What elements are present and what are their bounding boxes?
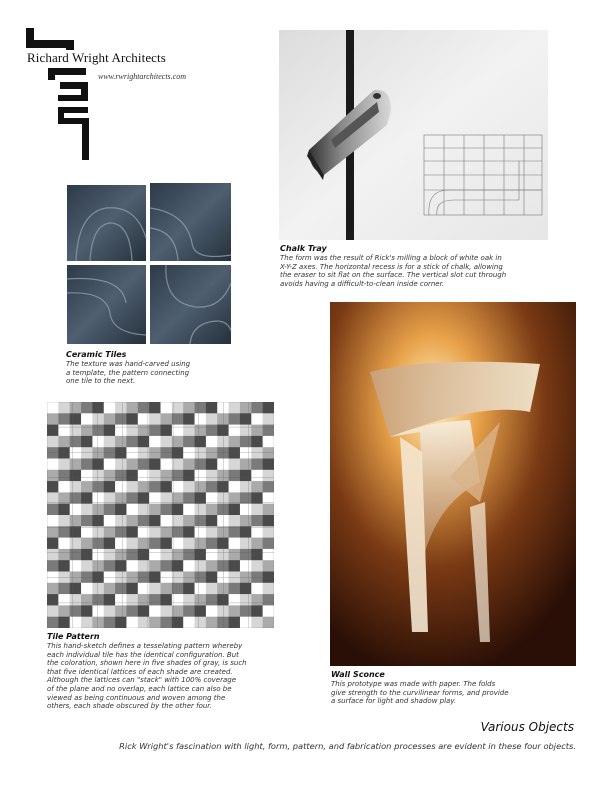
wall-sconce-line: give strength to the curvilinear forms, and provide [331,688,509,697]
ceramic-tiles-line: The texture was hand-carved using [66,360,191,368]
chalk-tray-line: The form was the result of Rick's milling a block of white oak in [280,254,502,262]
ceramic-tiles-caption [66,350,246,386]
tile-pattern-line: This hand-sketch defines a tesselating pattern whereby [47,642,243,650]
ceramic-tiles-title: Ceramic Tiles [66,350,127,359]
section-description: Rick Wright's fascination with light, form, pattern, and fabrication processes are evident in these four objects. [119,741,576,751]
chalk-tray-photo [279,30,548,240]
chalk-tray-title: Chalk Tray [280,244,327,253]
ceramic-tiles-line: a template, the pattern connecting [66,368,190,377]
tile-pattern-line: others, each shade obscured by the other four. [47,702,212,711]
tile-pattern-line: of the plane and no overlap, each lattice can also be [47,684,232,693]
tile-pattern-line: the coloration, shown here in five shades of gray, is such [47,659,247,668]
ceramic-tiles-photo [66,183,233,346]
wall-sconce-photo [330,302,576,666]
chalk-tray-line: the eraser to sit flat on the surface. The vertical slot cut through [280,271,507,280]
logo-mark [26,28,92,162]
firm-website: www.rwrightarchitects.com [98,72,186,81]
section-title: Various Objects [480,720,574,734]
firm-name: Richard Wright Architects [27,50,166,65]
wall-sconce-line: This prototype was made with paper. The folds [331,680,496,688]
wall-sconce-title: Wall Sconce [331,670,385,679]
tile-pattern-line: Although the lattices can "stack" with 100% coverage [47,676,237,685]
tile-pattern-line: viewed as being continuous and woven among the [47,693,226,702]
tile-pattern-sketch [47,402,274,628]
tile-pattern-line: that five identical lattices of each shade are created. [47,667,233,676]
chalk-tray-caption [280,244,550,288]
wall-sconce-caption [331,670,561,706]
tile-pattern-title: Tile Pattern [47,632,100,641]
tile-pattern-caption [47,632,287,711]
chalk-tray-line: avoids having a difficult-to-clean inside corner. [280,279,445,288]
wall-sconce-line: a surface for light and shadow play. [331,697,457,706]
chalk-tray-line: X-Y-Z axes. The horizontal recess is for a stick of chalk, allowing [280,262,503,271]
tile-pattern-line: each individual tile has the identical configuration. But [47,650,239,659]
ceramic-tiles-line: one tile to the next. [66,377,136,386]
